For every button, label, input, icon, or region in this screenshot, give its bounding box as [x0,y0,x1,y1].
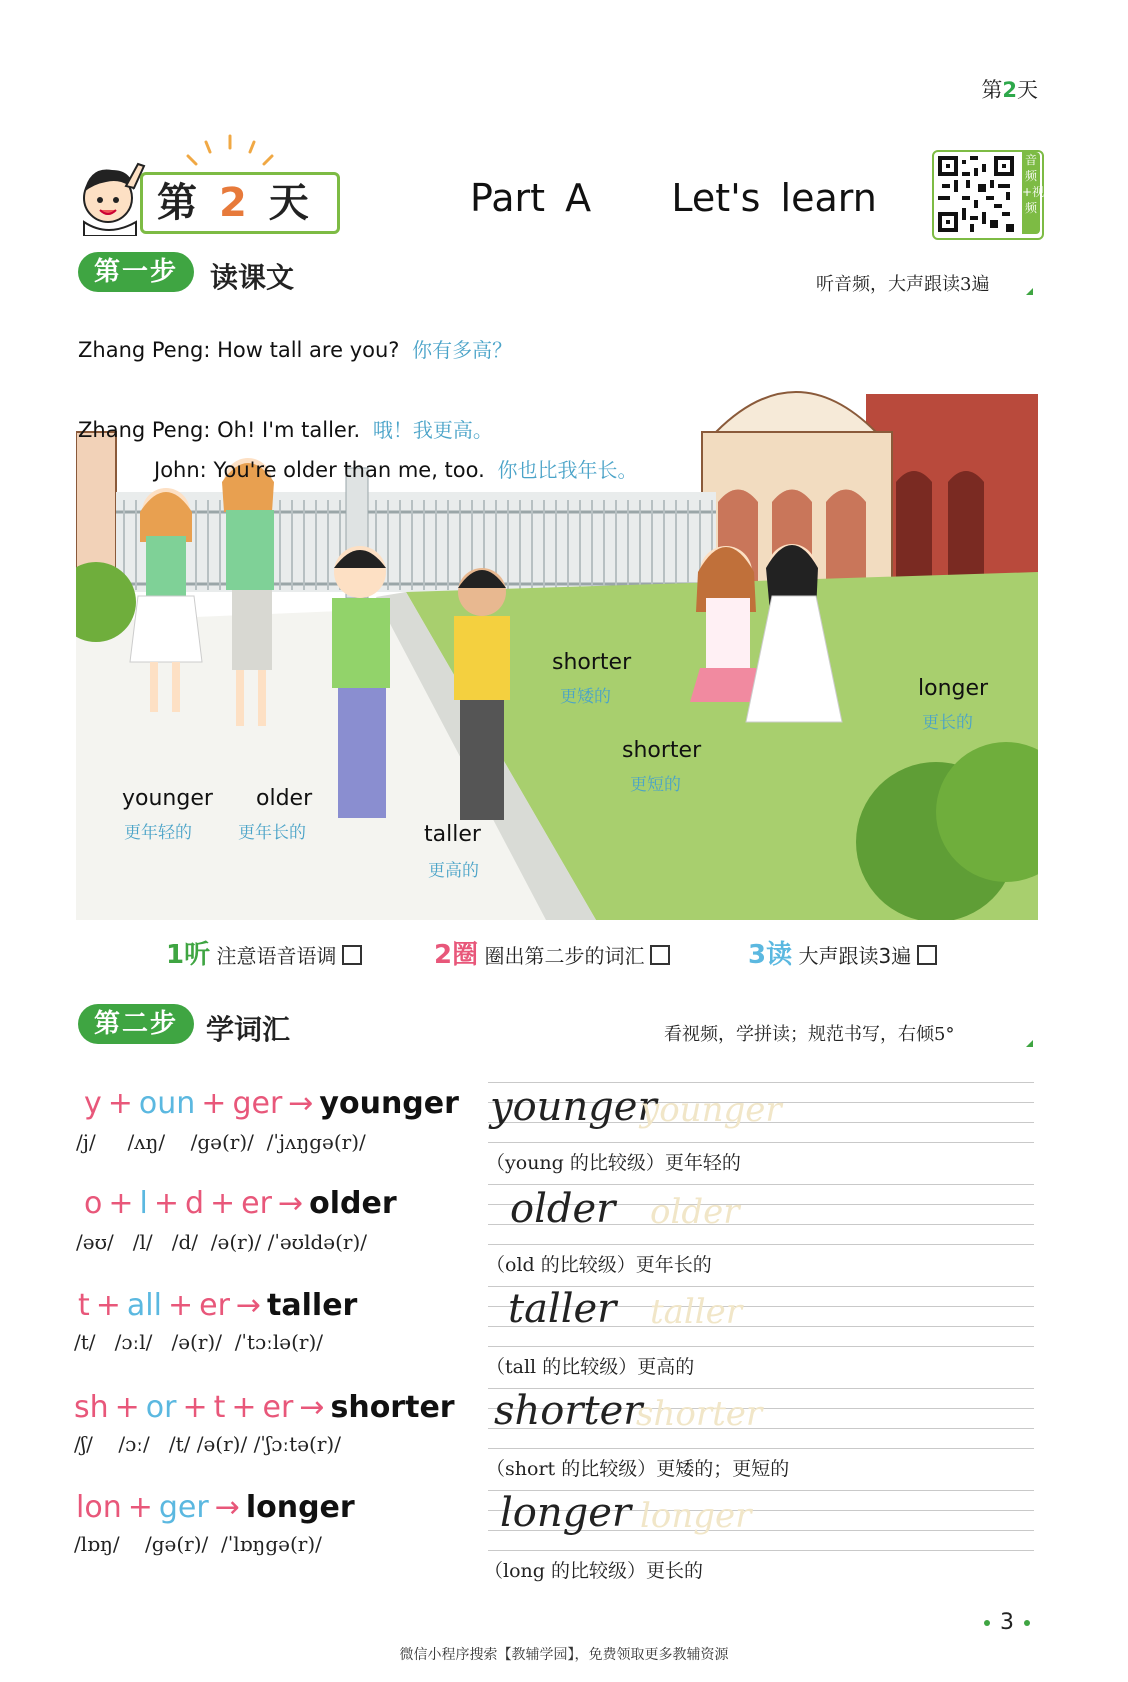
arrow-right-icon: → [277,1186,304,1221]
gloss-word: old [505,1254,535,1276]
phonetic: /gə(r)/ [190,1130,254,1154]
gloss-text: 的比较级）更年长的 [540,1254,712,1276]
vocab-gloss: （long 的比较级）更长的 [484,1560,703,1582]
vocab-phonetics [76,1230,367,1254]
checklist-item [166,934,362,971]
vocab-formula: y + oun + ger → younger [84,1086,459,1121]
scene-label: shorter [622,738,702,763]
phonetic: /ə(r)/ [210,1230,262,1254]
dialogue-chinese: 你有多高？ [412,338,513,362]
handwriting-sample: shorter [494,1388,643,1434]
speaker: John: [154,458,207,482]
tracing-guide: longer [640,1496,752,1536]
sun-rays-icon [186,134,276,170]
dialogue-line [78,334,512,363]
gloss-text: 的比较级）更年轻的 [569,1152,741,1174]
checklist-verb: 读 [766,940,793,970]
tracing-guide: older [650,1192,740,1232]
checklist-number: 2 [434,940,453,970]
dot-icon [984,1620,990,1626]
vocab-gloss: （young 的比较级）更年轻的 [486,1152,741,1174]
handwriting-sample: older [510,1186,616,1232]
phonetic: /ə(r)/ [196,1432,248,1456]
footer-note: 微信小程序搜索【教辅学园】，免费领取更多教辅资源 [399,1647,729,1663]
day-tag-prefix: 第 [981,78,1003,102]
word-part: lon [76,1490,122,1525]
gloss-word: tall [505,1356,537,1378]
word-part: oun [138,1086,196,1121]
phonetic: /ə(r)/ [171,1330,222,1354]
vocab-gloss: （tall 的比较级）更高的 [486,1356,695,1378]
scene-label-cn: 更年轻的 [124,823,192,843]
step1-title: 读课文 [210,261,295,294]
scene-label-cn: 更短的 [630,775,681,795]
word-part: t [213,1390,226,1425]
word-part: ger [232,1086,283,1121]
step2-title: 学词汇 [206,1013,291,1046]
tracing-guide: shorter [636,1394,763,1434]
checklist-number: 3 [748,940,767,970]
scene-label: shorter [552,650,632,675]
gloss-text: 的比较级）更长的 [550,1560,703,1582]
phonetic: /lɒŋ/ [74,1532,120,1556]
vocab-formula: o + l + d + er → older [84,1186,397,1221]
handwriting-sample: longer [500,1490,632,1536]
dot-icon [1024,1620,1030,1626]
dialogue-chinese: 你也比我年长。 [497,458,638,482]
scene-label: taller [424,822,481,847]
word-part: y [84,1086,102,1121]
dialogue-english: You're older than me, too. [213,458,485,482]
boy-taller [332,546,390,818]
checklist-text: 大声跟读3遍 [798,944,912,968]
qr-label: 音频+视频 [1022,152,1040,234]
step1-pill: 第一步 [78,252,194,292]
phonetic: /ɔːl/ [114,1330,153,1354]
phonetic: /ʌŋ/ [127,1130,166,1154]
step1-instruction: 听音频，大声跟读3遍 [816,274,990,295]
scene-label: older [256,786,313,811]
dialogue-chinese: 哦！我更高。 [372,418,493,442]
checklist-verb: 听 [184,940,211,970]
vocab-gloss: （short 的比较级）更矮的；更短的 [486,1458,790,1480]
boy-john [454,568,510,820]
badge-prefix: 第 [157,180,201,226]
word-part: er [241,1186,272,1221]
gloss-text: 的比较级）更高的 [542,1356,695,1378]
vocab-formula: sh + or + t + er → shorter [74,1390,455,1425]
arrow-right-icon: → [288,1086,314,1121]
corner-mark-icon [1026,288,1033,295]
phonetic: /əʊ/ [76,1230,114,1254]
checklist-item [434,934,670,971]
step2-instruction: 看视频，学拼读；规范书写，右倾5° [664,1024,955,1045]
arrow-right-icon: → [299,1390,325,1425]
page-number [974,1610,1040,1635]
vocab-word: longer [245,1490,355,1525]
badge-number: 2 [218,180,251,226]
phonetic: /ˈtɔːlə(r)/ [234,1330,324,1354]
phonetic: /d/ [171,1230,199,1254]
speaker: Zhang Peng: [78,418,211,442]
dialogue-english: Oh! I'm taller. [217,418,361,442]
tracing-guide: taller [650,1292,743,1332]
scene-label-cn: 更长的 [922,713,973,733]
word-part: sh [74,1390,109,1425]
phonetic: /ˈəʊldə(r)/ [267,1230,368,1254]
checkbox[interactable] [917,945,937,965]
phonetic: /ˈʃɔːtə(r)/ [253,1432,341,1456]
scene-label-cn: 更高的 [428,861,479,881]
tracing-guide: younger [640,1090,782,1130]
day-tag-number: 2 [1002,78,1017,102]
part-title: Part A [470,176,592,220]
phonetic: /j/ [76,1130,96,1154]
vocab-phonetics [74,1532,322,1556]
vocab-word: older [309,1186,397,1221]
corner-mark-icon [1026,1040,1033,1047]
qr-code-icon[interactable] [938,156,1014,232]
scene-label-cn: 更年长的 [238,823,306,843]
word-part: d [184,1186,205,1221]
vocab-word: shorter [330,1390,455,1425]
speaker: Zhang Peng: [78,338,211,362]
vocab-formula: t + all + er → taller [78,1288,358,1323]
phonetic: /l/ [132,1230,153,1254]
scene-label: younger [122,786,213,811]
day-tag-suffix: 天 [1017,78,1038,102]
dialogue-line [78,414,493,443]
phonetic: /t/ [168,1432,191,1456]
day-tag [981,74,1038,104]
word-part: all [126,1288,162,1323]
phonetic: /gə(r)/ [145,1532,209,1556]
word-part: l [139,1186,148,1221]
day-badge [140,172,340,234]
vocab-phonetics [74,1432,341,1456]
gloss-word: young [505,1152,564,1174]
word-part: t [78,1288,90,1323]
checklist-number: 1 [166,940,185,970]
vocab-formula: lon + ger → longer [76,1490,355,1525]
checklist-item [748,934,937,971]
phonetic: /ˈlɒŋgə(r)/ [221,1532,322,1556]
phonetic: /t/ [74,1330,96,1354]
dialogue-english: How tall are you? [217,338,400,362]
cartoon-boy-icon [76,158,148,236]
vocab-gloss: （old 的比较级）更年长的 [486,1254,712,1276]
dialogue-line [154,454,637,483]
word-part: o [84,1186,103,1221]
page-title [470,176,877,220]
word-part: er [262,1390,294,1425]
handwriting-sample: taller [508,1286,617,1332]
phonetic: /ʃ/ [74,1432,93,1456]
vocab-word: taller [267,1288,358,1323]
gloss-text: 的比较级）更矮的；更短的 [561,1458,790,1480]
word-part: or [145,1390,177,1425]
arrow-right-icon: → [235,1288,262,1323]
word-part: er [199,1288,230,1323]
phonetic: /ˈjʌŋgə(r)/ [266,1130,366,1154]
checklist-text: 圈出第二步的词汇 [484,944,645,968]
badge-suffix: 天 [268,180,313,226]
step2-pill: 第二步 [78,1004,194,1044]
vocab-phonetics [76,1130,366,1154]
word-part: ger [158,1490,209,1525]
handwriting-sample: younger [490,1084,657,1130]
checkbox[interactable] [342,945,362,965]
arrow-right-icon: → [214,1490,240,1525]
scene-label: longer [918,676,989,701]
checklist-verb: 圈 [452,940,479,970]
checklist-text: 注意语音语调 [216,944,337,968]
phonetic: /ɔː/ [118,1432,150,1456]
page-number-value: 3 [1000,1610,1014,1635]
checkbox[interactable] [650,945,670,965]
vocab-phonetics [74,1330,323,1354]
section-title: Let's learn [671,176,877,220]
scene-label-cn: 更矮的 [560,687,611,707]
gloss-word: short [505,1458,556,1480]
vocab-word: younger [319,1086,459,1121]
gloss-word: long [503,1560,545,1582]
